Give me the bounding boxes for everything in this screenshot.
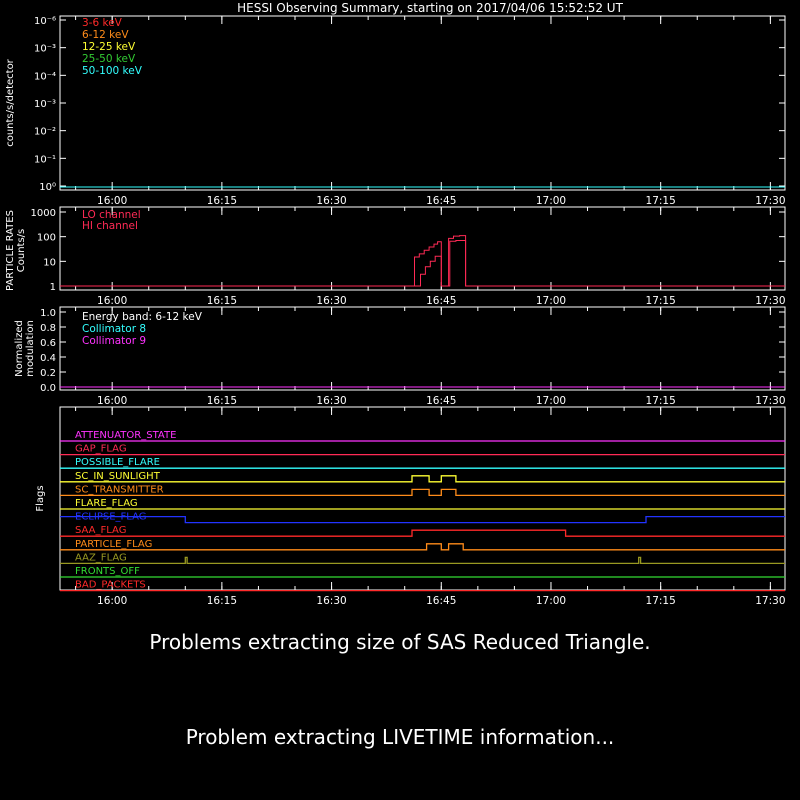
y-axis-label: Normalized — [14, 320, 25, 377]
x-tick-label: 17:15 — [645, 395, 676, 407]
y-tick-label: 10⁻³ — [33, 43, 56, 55]
x-tick-label: 17:30 — [755, 195, 786, 207]
flag-label: SAA_FLAG — [75, 525, 127, 537]
y-tick-label: 10⁻⁶ — [33, 16, 56, 27]
y-axis-label: Flags — [35, 485, 46, 512]
y-tick-label: 10⁻⁴ — [33, 71, 56, 83]
x-tick-label: 16:15 — [206, 195, 238, 207]
legend-entry: 6-12 keV — [82, 29, 129, 41]
x-tick-label: 16:15 — [206, 595, 238, 607]
x-tick-label: 17:15 — [645, 195, 676, 207]
panel-frame — [60, 207, 785, 290]
x-tick-label: 16:00 — [97, 595, 128, 607]
livetime-error-message: Problem extracting LIVETIME information... — [185, 725, 615, 749]
flag-line — [60, 544, 785, 550]
x-tick-label: 16:00 — [97, 395, 128, 407]
flag-line — [60, 517, 785, 523]
y-axis-label: counts/s/detector — [5, 59, 16, 147]
x-tick-label: 17:15 — [645, 595, 676, 607]
flag-label: ECLIPSE_FLAG — [75, 511, 147, 523]
x-tick-label: 16:00 — [97, 195, 128, 207]
x-tick-label: 17:00 — [535, 395, 567, 407]
flag-label: SC_IN_SUNLIGHT — [75, 470, 160, 482]
flag-label: SC_TRANSMITTER — [75, 484, 164, 496]
flag-label: POSSIBLE_FLARE — [75, 457, 160, 469]
x-tick-label: 16:30 — [316, 395, 347, 407]
y-tick-label: 0.6 — [40, 338, 56, 349]
x-tick-label: 16:15 — [206, 395, 238, 407]
y-tick-label: 0.8 — [40, 323, 56, 334]
flag-label: AAZ_FLAG — [75, 552, 127, 564]
flag-line — [60, 557, 785, 563]
flag-label: PARTICLE_FLAG — [75, 538, 153, 550]
x-tick-label: 17:00 — [535, 195, 567, 207]
y-tick-label: 10 — [43, 257, 56, 269]
x-tick-label: 16:15 — [206, 295, 238, 307]
x-tick-label: 16:30 — [316, 595, 347, 607]
panel-particle_rates — [5, 207, 786, 307]
flag-line — [60, 476, 785, 482]
sas-error-message: Problems extracting size of SAS Reduced Triangle. — [149, 630, 651, 654]
y-tick-label: 10⁻² — [33, 126, 56, 138]
panels — [5, 16, 786, 607]
flag-label: ATTENUATOR_STATE — [75, 430, 177, 441]
legend-entry: 3-6 keV — [82, 17, 122, 29]
plot-title: HESSI Observing Summary, starting on 2017/04/06 15:52:52 UT — [237, 1, 623, 15]
x-tick-label: 16:00 — [97, 295, 128, 307]
flag-label: BAD_PACKETS — [75, 579, 146, 591]
x-tick-label: 16:45 — [426, 195, 457, 207]
x-tick-label: 16:30 — [316, 195, 347, 207]
flag-label: FLARE_FLAG — [75, 498, 138, 509]
x-tick-label: 17:15 — [645, 295, 676, 307]
y-tick-label: 0.0 — [40, 383, 56, 394]
x-tick-label: 17:30 — [755, 595, 786, 607]
x-tick-label: 17:30 — [755, 295, 786, 307]
legend-entry: 12-25 keV — [82, 41, 136, 53]
series-line — [60, 236, 785, 286]
flag-label: GAP_FLAG — [75, 443, 127, 455]
x-tick-label: 17:30 — [755, 395, 786, 407]
x-tick-label: 17:00 — [535, 595, 567, 607]
y-tick-label: 10⁻¹ — [33, 154, 56, 166]
y-tick-label: 10⁰ — [39, 182, 56, 193]
legend-entry: Collimator 8 — [82, 323, 147, 335]
energy-band-label: Energy band: 6-12 keV — [82, 311, 202, 323]
series-line — [60, 241, 785, 287]
y-tick-label: 100 — [36, 232, 56, 244]
panel-flags — [35, 407, 786, 607]
y-tick-label: 10⁻³ — [33, 99, 56, 110]
y-axis-label: Counts/s — [16, 228, 27, 273]
y-tick-label: 0.4 — [40, 353, 56, 364]
y-axis-label: modulation — [25, 320, 36, 377]
y-axis-label: PARTICLE RATES — [5, 210, 16, 291]
flag-line — [60, 530, 785, 536]
x-tick-label: 16:30 — [316, 295, 347, 307]
y-tick-label: 0.2 — [40, 368, 56, 379]
flag-line — [60, 489, 785, 495]
panel-modulation — [14, 307, 786, 407]
flag-label: FRONTS_OFF — [75, 566, 140, 577]
panel-frame — [60, 16, 785, 190]
y-tick-label: 1 — [49, 282, 56, 293]
legend-entry: 25-50 keV — [82, 53, 136, 65]
panel-count_rates — [5, 16, 786, 207]
x-tick-label: 16:45 — [426, 595, 457, 607]
legend-entry: Collimator 9 — [82, 335, 147, 347]
y-tick-label: 1.0 — [40, 308, 56, 319]
y-tick-label: 1000 — [30, 208, 56, 219]
legend-entry: LO channel — [82, 209, 141, 221]
x-tick-label: 17:00 — [535, 295, 567, 307]
legend-entry: HI channel — [82, 220, 138, 232]
x-tick-label: 16:45 — [426, 295, 457, 307]
legend-entry: 50-100 keV — [82, 65, 142, 77]
x-tick-label: 16:45 — [426, 395, 457, 407]
